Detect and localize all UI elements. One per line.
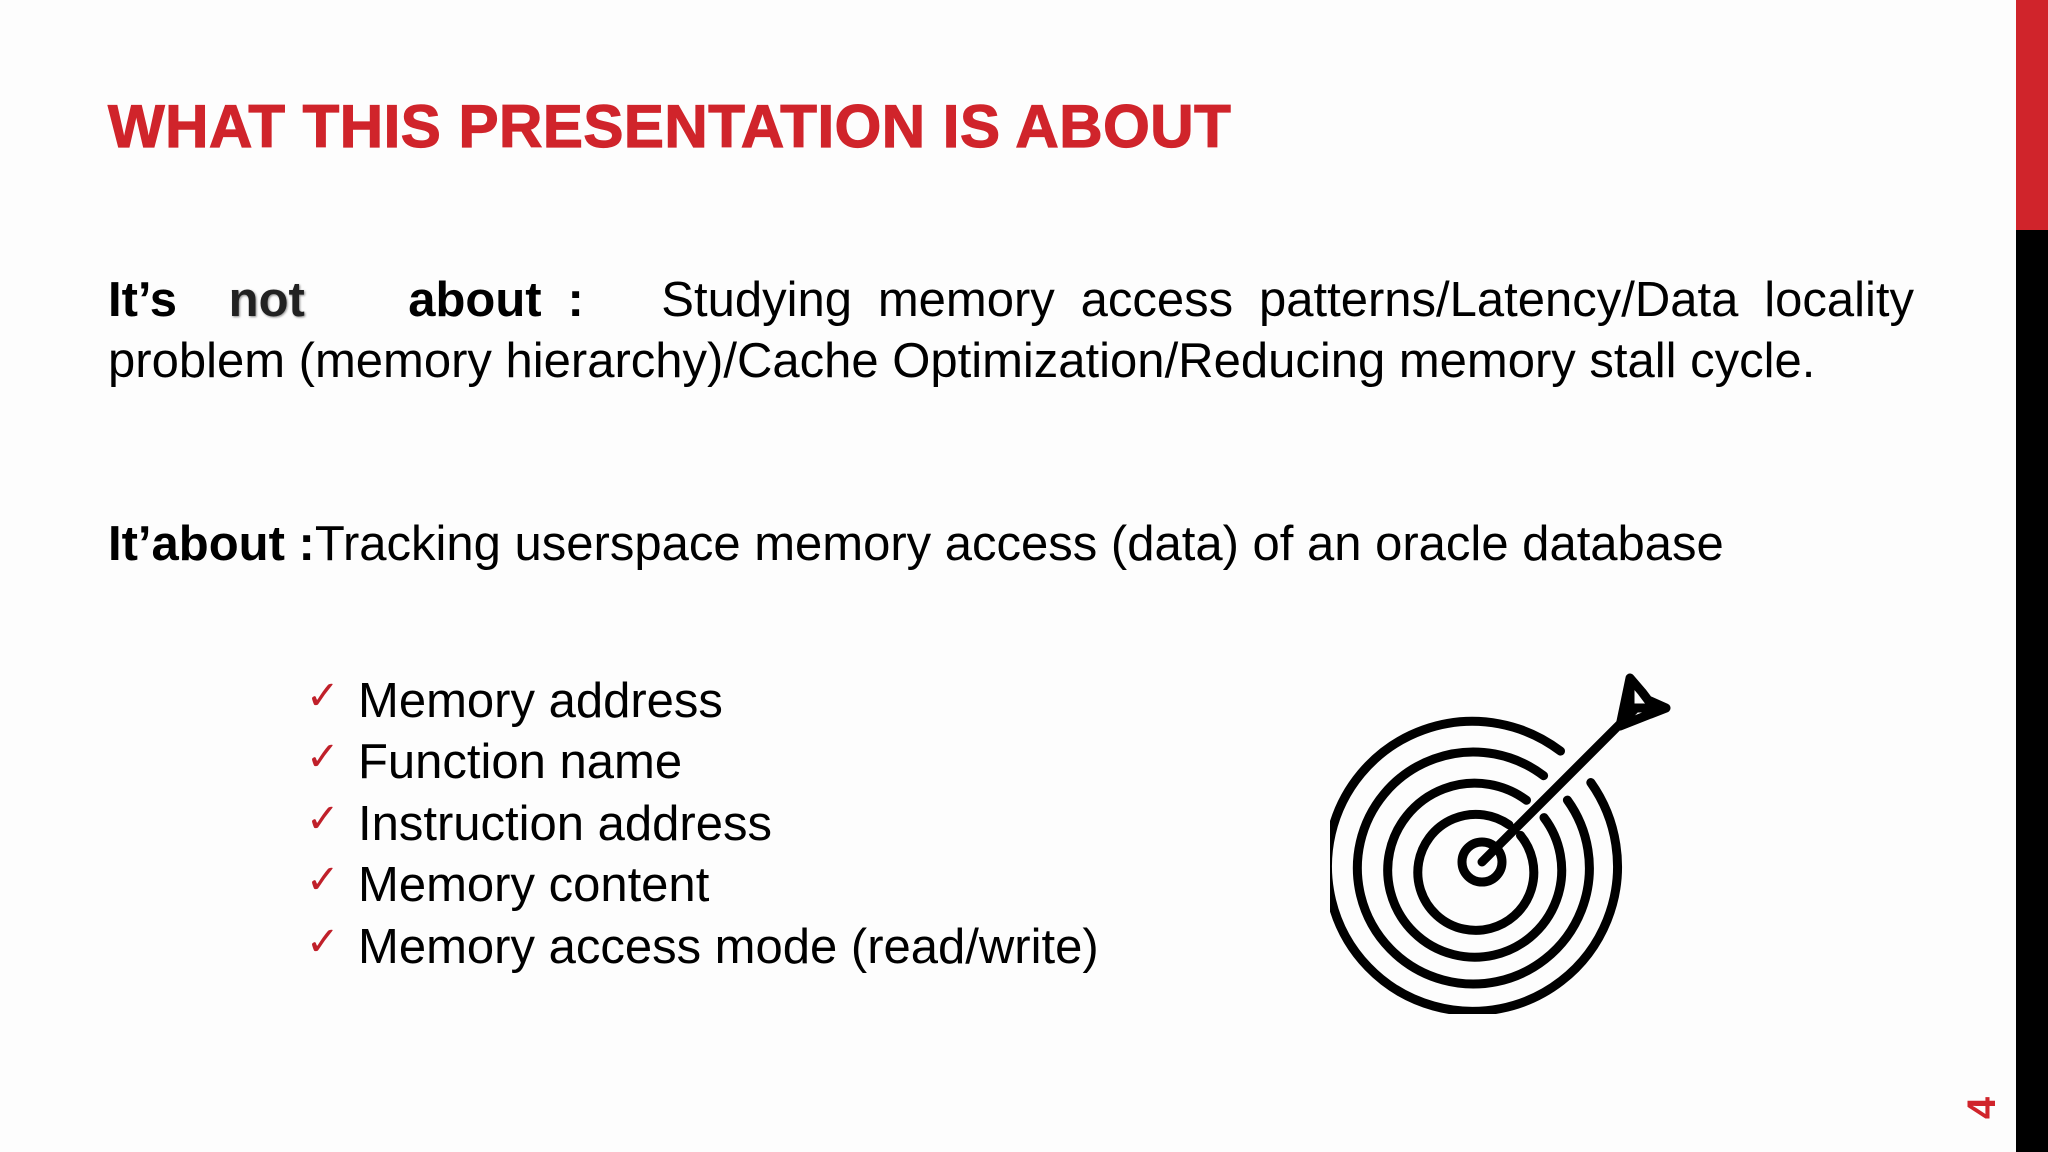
- list-item-label: Instruction address: [358, 796, 772, 851]
- page-number: 4: [1959, 1096, 2004, 1120]
- about-text: Tracking userspace memory access (data) of an oracle database: [314, 517, 1724, 571]
- checkmark-icon: ✓: [306, 734, 340, 781]
- about-paragraph: [108, 514, 1724, 575]
- list-item-label: Memory access mode (read/write): [358, 919, 1099, 974]
- not-about-lead: It’s: [108, 273, 177, 327]
- list-item: [306, 732, 1099, 794]
- side-dark-bar: [2016, 230, 2048, 1152]
- arrow-fletching: [1620, 678, 1666, 726]
- list-item-label: Memory address: [358, 673, 723, 728]
- list-item-label: Function name: [358, 735, 683, 790]
- checkmark-icon: ✓: [306, 857, 340, 904]
- checkmark-icon: ✓: [306, 795, 340, 842]
- not-emphasis: not: [228, 273, 305, 327]
- checkmark-icon: ✓: [306, 672, 340, 719]
- checklist: [306, 670, 1099, 978]
- list-item: [306, 916, 1099, 978]
- not-about-text: Studying memory access patterns/Latency/Data locality problem (memory hierarchy)/Cache Optimization/Reducing memory stall cycle.: [108, 273, 1914, 388]
- checkmark-icon: ✓: [306, 918, 340, 965]
- not-about-label: about :: [408, 273, 584, 327]
- list-item: [306, 855, 1099, 917]
- target-arrow-icon: [1330, 664, 1680, 1014]
- about-label: It’about :: [108, 517, 315, 571]
- side-accent-bar: [2016, 0, 2048, 230]
- list-item-label: Memory content: [358, 858, 710, 913]
- not-about-paragraph: [108, 270, 1914, 392]
- list-item: [306, 670, 1099, 732]
- slide-title: WHAT THIS PRESENTATION IS ABOUT: [108, 93, 1232, 160]
- list-item: [306, 793, 1099, 855]
